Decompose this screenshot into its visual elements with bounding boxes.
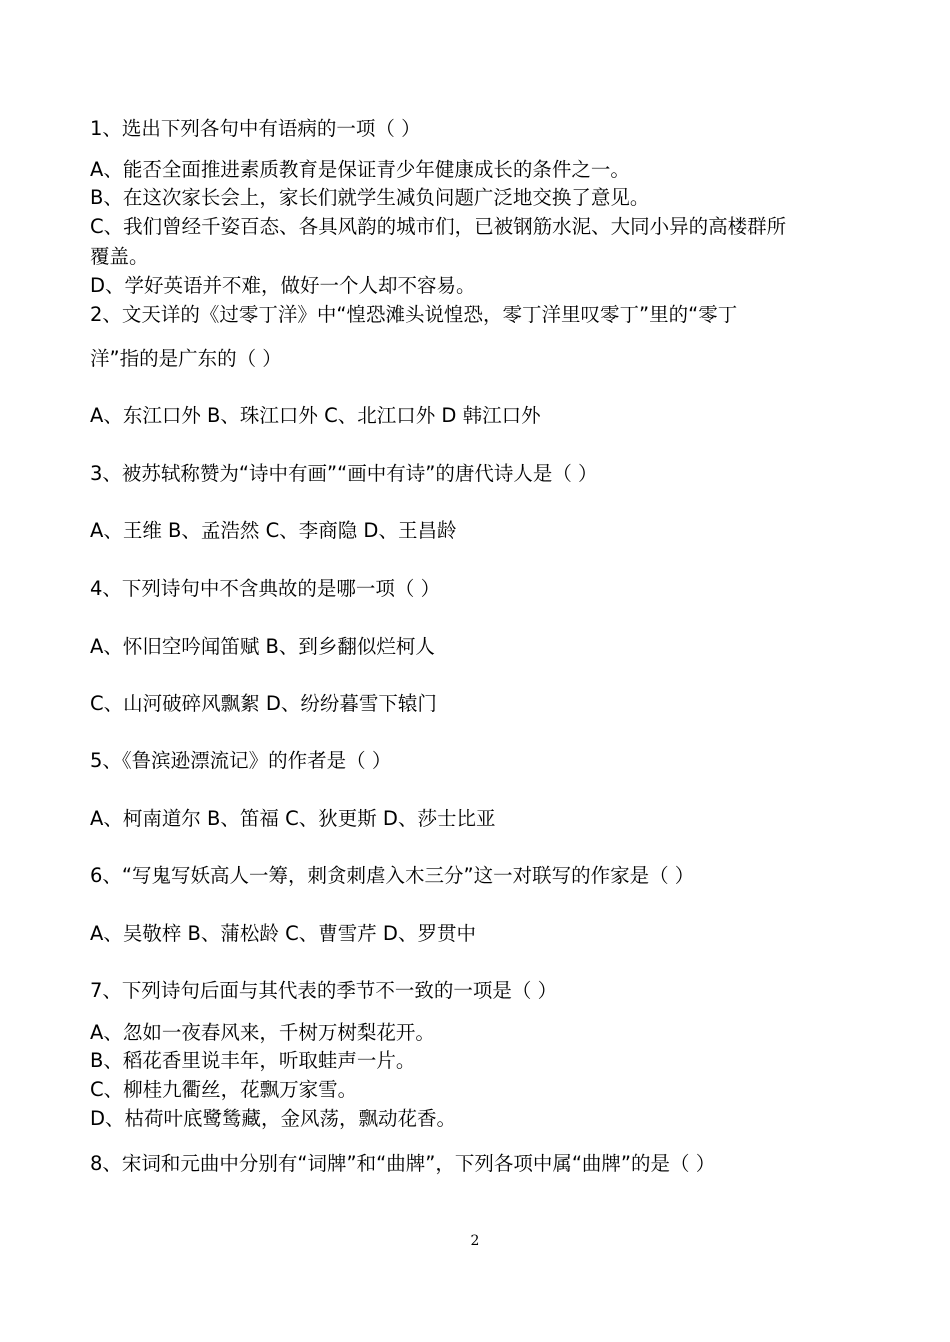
question-1: 1、选出下列各句中有语病的一项（ ） — [90, 117, 421, 140]
question-3-options: A、王维 B、孟浩然 C、李商隐 D、王昌龄 — [90, 519, 457, 542]
page-number: 2 — [470, 1233, 480, 1249]
question-3: 3、被苏轼称赞为“诗中有画”“画中有诗”的唐代诗人是（ ） — [90, 462, 598, 485]
question-2-options: A、东江口外 B、珠江口外 C、北江口外 D 韩江口外 — [90, 404, 541, 427]
question-6: 6、“写鬼写妖高人一筹，刺贪刺虐入木三分”这一对联写的作家是（ ） — [90, 864, 695, 887]
question-7-option-a: A、忽如一夜春风来，千树万树梨花开。 — [90, 1021, 435, 1044]
question-2: 2、文天详的《过零丁洋》中“惶恐滩头说惶恐，零丁洋里叹零丁”里的“零丁 — [90, 303, 738, 326]
question-1-option-a: A、能否全面推进素质教育是保证青少年健康成长的条件之一。 — [90, 158, 630, 181]
question-4: 4、下列诗句中不含典故的是哪一项（ ） — [90, 577, 441, 600]
question-1-option-b: B、在这次家长会上，家长们就学生减负问题广泛地交换了意见。 — [90, 186, 650, 209]
question-5: 5、《鲁滨逊漂流记》的作者是（ ） — [90, 749, 392, 772]
question-8: 8、宋词和元曲中分别有“词牌”和“曲牌”，下列各项中属“曲牌”的是（ ） — [90, 1152, 716, 1175]
question-4-options-ab: A、怀旧空吟闻笛赋 B、到乡翻似烂柯人 — [90, 635, 435, 658]
question-7-option-d: D、枯荷叶底鹭鸶藏，金风荡，飘动花香。 — [90, 1107, 457, 1130]
question-1-option-d: D、学好英语并不难，做好一个人却不容易。 — [90, 274, 476, 297]
question-2-cont: 洋”指的是广东的（ ） — [90, 347, 282, 370]
question-7-option-b: B、稻花香里说丰年，听取蛙声一片。 — [90, 1049, 416, 1072]
question-1-option-c-cont: 覆盖。 — [90, 245, 149, 268]
question-7-option-c: C、柳桂九衢丝，花飘万家雪。 — [90, 1078, 358, 1101]
question-1-option-c: C、我们曾经千姿百态、各具风韵的城市们，已被钢筋水泥、大同小异的高楼群所 — [90, 215, 787, 238]
question-4-options-cd: C、山河破碎风飘絮 D、纷纷暮雪下辕门 — [90, 692, 437, 715]
question-5-options: A、柯南道尔 B、笛福 C、狄更斯 D、莎士比亚 — [90, 807, 496, 830]
question-7: 7、下列诗句后面与其代表的季节不一致的一项是（ ） — [90, 979, 558, 1002]
question-6-options: A、吴敬梓 B、蒲松龄 C、曹雪芹 D、罗贯中 — [90, 922, 476, 945]
